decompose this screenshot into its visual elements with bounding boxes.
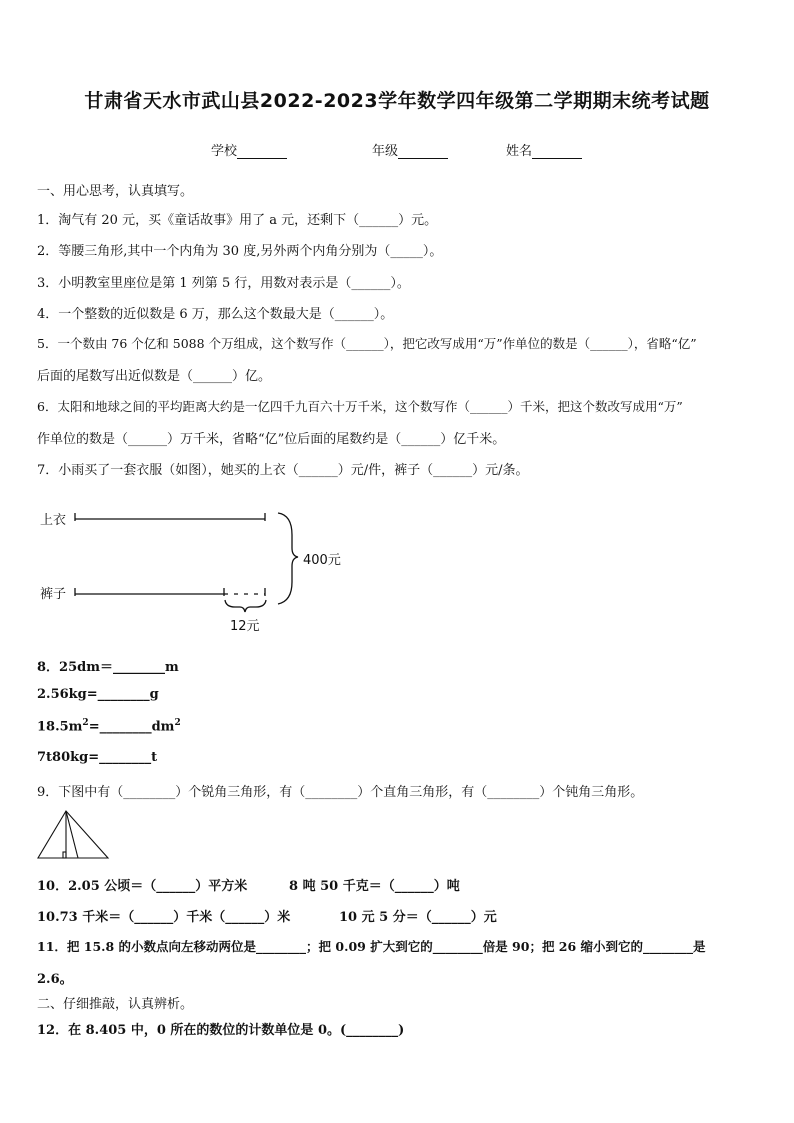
q8c-sup1: 2: [82, 718, 89, 728]
question-6-line1: 6．太阳和地球之间的平均距离大约是一亿四千九百六十万千米，这个数写作（______）千米，把这个数改写成用“万”: [37, 399, 683, 414]
question-12: 12．在 8.405 中，0 所在的数位的计数单位是 0。(________): [37, 1023, 405, 1038]
section1-heading: 一、用心思考，认真填写。: [37, 184, 194, 199]
question-6-line2: 作单位的数是（______）万千米，省略“亿”位后面的尾数约是（______）亿千米。: [37, 432, 506, 447]
question-5-line2: 后面的尾数写出近似数是（______）亿。: [37, 369, 272, 384]
question-10-line1: [37, 875, 247, 894]
pants-label: 裤子: [40, 587, 67, 602]
shirt-label: 上衣: [40, 513, 67, 528]
question-7: 7．小雨买了一套衣服（如图），她买的上衣（______）元/件，裤子（______）元/条。: [37, 463, 529, 478]
question-2: 2．等腰三角形,其中一个内角为 30 度,另外两个内角分别为（_____）。: [37, 244, 443, 259]
q8c-sup2: 2: [174, 718, 181, 728]
q10-a: 10．2.05 公顷＝（______）平方米: [37, 879, 248, 894]
question-8a: 8．25dm＝________m: [37, 660, 179, 675]
section2-heading: 二、仔细推敲，认真辨析。: [37, 997, 194, 1012]
q10-b: 8 吨 50 千克＝（______）吨: [289, 879, 460, 894]
page-title: 甘肃省天水市武山县2022-2023学年数学四年级第二学期期末统考试题: [84, 90, 710, 112]
question-5-line1: 5．一个数由 76 个亿和 5088 个万组成，这个数写作（______），把它改写成用“万”作单位的数是（______），省略“亿”: [37, 336, 697, 351]
total-label: 400元: [303, 553, 341, 568]
q10-c: 10.73 千米＝（______）千米（______）米: [37, 910, 291, 925]
question-9: 9．下图中有（________）个锐角三角形，有（________）个直角三角形，有（________）个钝角三角形。: [37, 785, 644, 800]
question-3: 3．小明教室里座位是第 1 列第 5 行，用数对表示是（______）。: [37, 276, 410, 291]
question-8d: 7t80kg=________t: [37, 750, 158, 765]
question-8b: 2.56kg=________g: [37, 687, 159, 702]
school-label: 学校: [211, 144, 238, 159]
outer-triangle: [38, 811, 108, 858]
question-11-line2: 2.6。: [37, 972, 73, 987]
question-4: 4．一个整数的近似数是 6 万，那么这个数最大是（______）。: [37, 307, 394, 322]
name-label: 姓名: [506, 144, 533, 159]
question-11-line1: 11．把 15.8 的小数点向左移动两位是________；把 0.09 扩大到它的________倍是 90；把 26 缩小到它的________是: [37, 939, 706, 954]
right-angle-mark: [63, 852, 66, 858]
diff-label: 12元: [230, 619, 260, 634]
question-1: 1．淘气有 20 元，买《童话故事》用了 a 元，还剩下（______）元。: [37, 213, 438, 228]
grade-label: 年级: [372, 144, 399, 159]
q10-d: 10 元 5 分＝（______）元: [339, 910, 497, 925]
q8c-pre: 18.5m: [37, 719, 83, 735]
q8c-mid: =________dm: [88, 719, 175, 735]
